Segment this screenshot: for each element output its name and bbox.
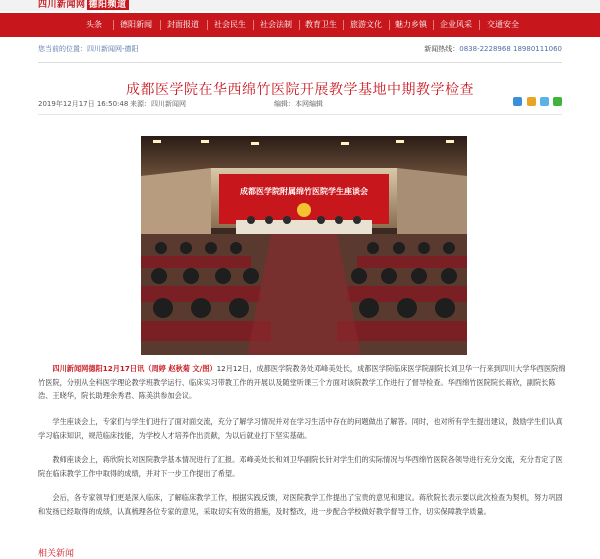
- nav-separator: [253, 20, 254, 30]
- nav-separator: [113, 20, 114, 30]
- article-meta: [38, 99, 562, 111]
- breadcrumb-prefix: 您当前的位置：: [38, 45, 87, 53]
- nav-separator: [299, 20, 300, 30]
- article-lead: 四川新闻网德阳12月17日讯（周婷 赵秋菊 文/图）: [52, 364, 217, 373]
- nav-item-9[interactable]: 企业风采: [440, 20, 472, 29]
- breadcrumb: [38, 44, 139, 54]
- breadcrumb-bar: [38, 44, 562, 58]
- nav-item-6[interactable]: 教育卫生: [305, 20, 337, 29]
- hotline-label: 新闻热线：: [424, 45, 460, 53]
- nav-separator: [389, 20, 390, 30]
- nav-item-3[interactable]: 封面报道: [167, 20, 199, 29]
- share-buttons: [511, 97, 562, 106]
- article-source: 来源：四川新闻网: [130, 100, 186, 108]
- breadcrumb-item-deyang[interactable]: 德阳: [124, 45, 139, 53]
- breadcrumb-item-sichuan[interactable]: 四川新闻网: [87, 45, 122, 53]
- share-qzone-icon[interactable]: [513, 97, 522, 106]
- divider: [38, 62, 562, 63]
- news-hotline: [424, 44, 562, 54]
- article-paragraph-2: 学生座谈会上，专家们与学生们进行了面对面交流，充分了解学习情况并对在学习生活中存在的问题做出了解答。同时，也对所有学生提出建议，鼓励学生们认真学习临床知识，规范临床技能，为学校人才培养作出贡献，为以后就业打下坚实基础。: [38, 417, 563, 440]
- article-editor: 编辑：本网编辑: [274, 100, 323, 108]
- article-paragraph-3: 教师座谈会上，蒋欣院长对医院教学基本情况进行了汇报。邓峰美处长和刘卫华副院长针对学生们的实际情况与华西绵竹医院各领导进行充分交流，充分肯定了医院在临床教学工作中取得的成绩，并对下一步工作提出了希望。: [38, 455, 563, 478]
- related-news-heading[interactable]: 相关新闻: [38, 549, 75, 559]
- nav-separator: [160, 20, 161, 30]
- meeting-photo-illustration: [141, 136, 467, 355]
- nav-item-7[interactable]: 旅游文化: [350, 20, 382, 29]
- nav-item-1[interactable]: 头条: [86, 20, 102, 29]
- share-weibo-icon[interactable]: [527, 97, 536, 106]
- article-paragraph-1: [38, 362, 569, 403]
- nav-item-5[interactable]: 社会法制: [260, 20, 292, 29]
- main-nav: [0, 13, 600, 37]
- breadcrumb-separator: -: [122, 45, 125, 53]
- article-title: 成都医学院在华西绵竹医院开展教学基地中期教学检查: [126, 82, 474, 99]
- meeting-banner-text: 成都医学院附属绵竹医院学生座谈会: [240, 187, 368, 196]
- nav-item-2[interactable]: 德阳新闻: [120, 20, 152, 29]
- hotline-number: 0838-2228968 18980111060: [459, 45, 562, 53]
- article-photo: [141, 136, 467, 355]
- top-strip: [0, 0, 600, 11]
- logo-main: 四川新闻网: [38, 0, 86, 10]
- share-tqq-icon[interactable]: [540, 97, 549, 106]
- nav-separator: [343, 20, 344, 30]
- share-wechat-icon[interactable]: [553, 97, 562, 106]
- nav-separator: [207, 20, 208, 30]
- nav-separator: [479, 20, 480, 30]
- article-paragraph-1-text: 12月12日，成都医学院教务处邓峰美处长，成都医学院临床医学院副院长刘卫华一行来到四川大学华西医院绵竹医院，分别从全科医学理论教学班教学运行、临床实习带教工作的开展以及随堂听课三个方面对该院教学工作进行了督导检查。华西绵竹医院院长蒋欣，副院长陈浩、王晓华，院长助理余秀君、陈美洪参加会议。: [38, 364, 566, 400]
- publish-date: 2019年12月17日 16:50:48: [38, 100, 129, 108]
- divider: [38, 114, 562, 115]
- nav-item-4[interactable]: 社会民生: [214, 20, 246, 29]
- article-paragraph-4: 会后，各专家领导们更是深入临床，了解临床教学工作，根据实践反馈，对医院教学工作提出了宝贵的意见和建议。蒋欣院长表示要以此次检查为契机，努力巩固和发扬已经取得的成绩，认真梳理各位专家的意见，采取切实有效的措施，及时整改，进一步配合学校做好教学督导工作，切实保障教学质量。: [38, 493, 563, 516]
- logo-channel: 德阳频道: [88, 0, 127, 10]
- nav-separator: [433, 20, 434, 30]
- nav-item-10[interactable]: 交通安全: [487, 20, 519, 29]
- nav-item-8[interactable]: 魅力乡镇: [395, 20, 427, 29]
- site-logo[interactable]: [38, 0, 129, 11]
